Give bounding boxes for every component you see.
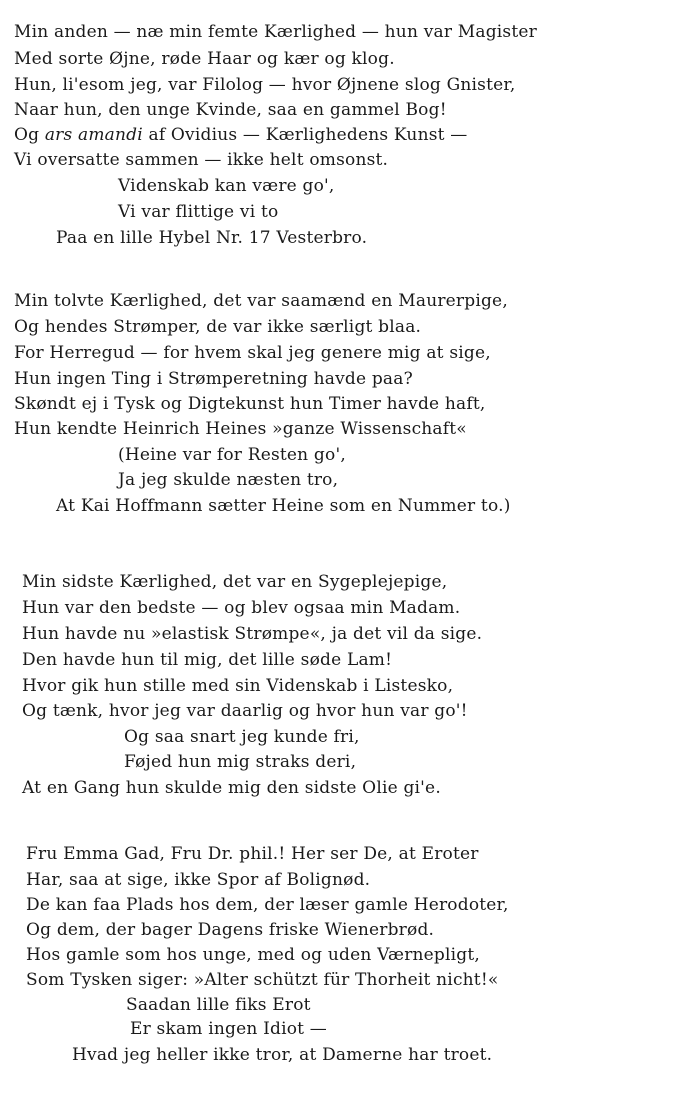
- stanza-2-line-1: Min tolvte Kærlighed, det var saamænd en Maurerpige,: [14, 291, 508, 311]
- stanza-3-line-8: Føjed hun mig straks deri,: [124, 752, 357, 772]
- stanza-2-line-8: Ja jeg skulde næsten tro,: [118, 470, 339, 490]
- stanza-1-line-5: [14, 125, 467, 145]
- stanza-1-line-2: Med sorte Øjne, røde Haar og kær og klog.: [14, 49, 395, 69]
- stanza-1-line-8: Vi var flittige vi to: [118, 202, 279, 222]
- stanza-3-line-4: Den havde hun til mig, det lille søde Lam!: [22, 650, 393, 670]
- stanza-2-line-6: Hun kendte Heinrich Heines »ganze Wissenschaft«: [14, 419, 467, 439]
- stanza-3-line-9: At en Gang hun skulde mig den sidste Olie gi'e.: [22, 778, 441, 798]
- stanza-3-line-5: Hvor gik hun stille med sin Videnskab i Listesko,: [22, 676, 454, 696]
- stanza-4-line-7: Saadan lille fiks Erot: [126, 995, 311, 1015]
- stanza-1-line-6: Vi oversatte sammen — ikke helt omsonst.: [14, 150, 389, 170]
- stanza-3-line-6: Og tænk, hvor jeg var daarlig og hvor hun var go'!: [22, 701, 468, 721]
- stanza-3-line-7: Og saa snart jeg kunde fri,: [124, 727, 360, 747]
- stanza-1-line-5-text: Og ars amandi af Ovidius — Kærlighedens Kunst —: [14, 125, 468, 145]
- stanza-4-line-2: Har, saa at sige, ikke Spor af Bolignød.: [26, 870, 371, 890]
- stanza-4-line-8: Er skam ingen Idiot —: [130, 1019, 328, 1039]
- stanza-2-line-3: For Herregud — for hvem skal jeg genere mig at sige,: [14, 343, 491, 363]
- stanza-4-line-4: Og dem, der bager Dagens friske Wienerbrød.: [26, 920, 435, 940]
- stanza-3-line-3: Hun havde nu »elastisk Strømpe«, ja det vil da sige.: [22, 624, 483, 644]
- stanza-4-line-3: De kan faa Plads hos dem, der læser gamle Herodoter,: [26, 895, 509, 915]
- stanza-1-line-3: Hun, li'esom jeg, var Filolog — hvor Øjnene slog Gnister,: [14, 75, 516, 95]
- stanza-2-line-5: Skøndt ej i Tysk og Digtekunst hun Timer havde haft,: [14, 394, 486, 414]
- stanza-1-line-1: Min anden — næ min femte Kærlighed — hun var Magister: [14, 22, 537, 42]
- stanza-4-line-6: Som Tysken siger: »Alter schützt für Thorheit nicht!«: [26, 970, 499, 990]
- stanza-4-line-1: Fru Emma Gad, Fru Dr. phil.! Her ser De, at Eroter: [26, 844, 479, 864]
- stanza-4-line-9: Hvad jeg heller ikke tror, at Damerne har troet.: [72, 1045, 493, 1065]
- stanza-2-line-4: Hun ingen Ting i Strømperetning havde paa?: [14, 369, 413, 389]
- stanza-1-line-9: Paa en lille Hybel Nr. 17 Vesterbro.: [56, 228, 368, 248]
- stanza-1-line-4: Naar hun, den unge Kvinde, saa en gammel Bog!: [14, 100, 447, 120]
- stanza-2-line-9: At Kai Hoffmann sætter Heine som en Nummer to.): [56, 496, 511, 516]
- stanza-3-line-2: Hun var den bedste — og blev ogsaa min Madam.: [22, 598, 461, 618]
- stanza-2-line-7: (Heine var for Resten go',: [118, 445, 346, 465]
- stanza-2-line-2: Og hendes Strømper, de var ikke særligt blaa.: [14, 317, 422, 337]
- stanza-1-line-7: Videnskab kan være go',: [118, 176, 335, 196]
- stanza-4-line-5: Hos gamle som hos unge, med og uden Værnepligt,: [26, 945, 481, 965]
- stanza-3-line-1: Min sidste Kærlighed, det var en Sygeplejepige,: [22, 572, 448, 592]
